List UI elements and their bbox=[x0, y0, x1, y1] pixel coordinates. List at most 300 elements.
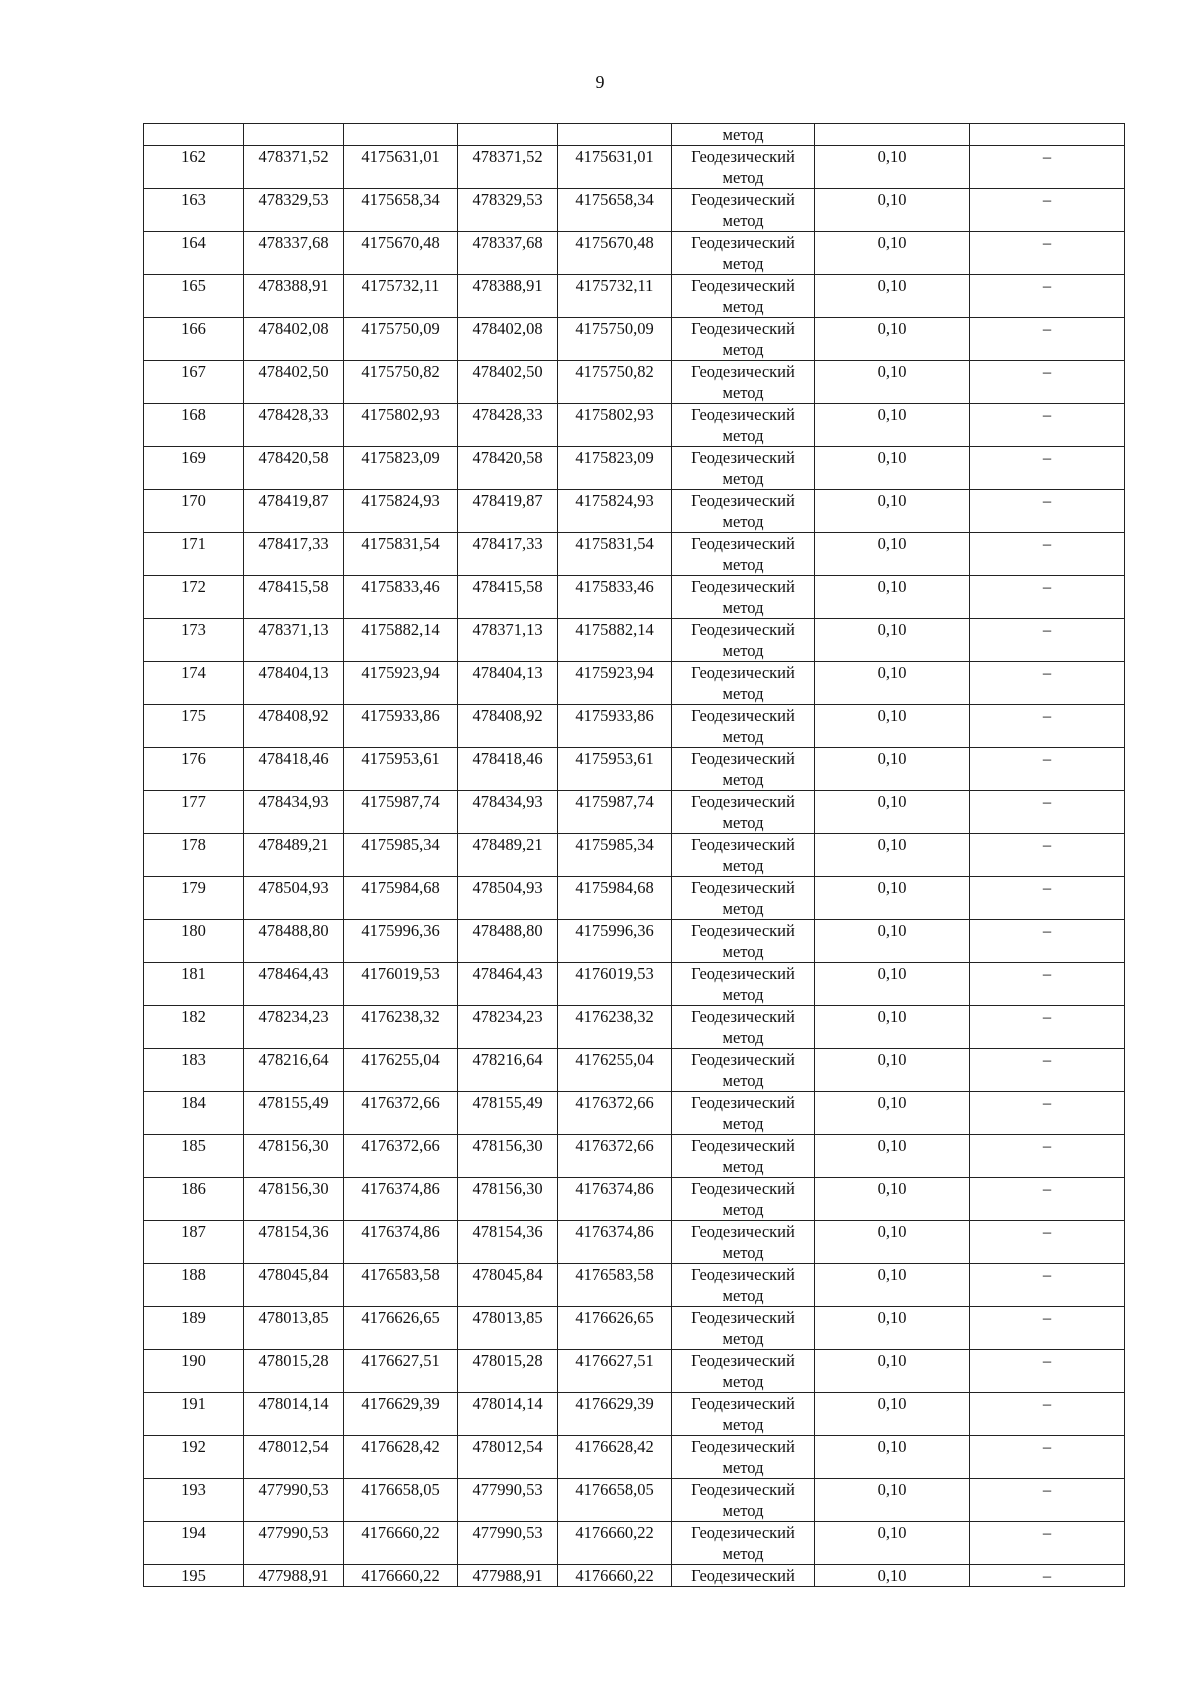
y-new-cell: 4175631,01 bbox=[558, 146, 672, 189]
method-line-2: метод bbox=[722, 340, 764, 359]
accuracy-cell: 0,10 bbox=[815, 1178, 970, 1221]
y-existing-cell: 4175670,48 bbox=[344, 232, 458, 275]
continuation-method-cell: метод bbox=[672, 124, 815, 146]
note-cell: – bbox=[970, 1092, 1125, 1135]
point-number-cell: 171 bbox=[144, 533, 244, 576]
point-number-cell: 175 bbox=[144, 705, 244, 748]
x-new-cell: 478329,53 bbox=[458, 189, 558, 232]
method-line-1: Геодезический bbox=[691, 1566, 795, 1585]
x-existing-cell: 478388,91 bbox=[244, 275, 344, 318]
method-line-2: метод bbox=[722, 1286, 764, 1305]
table-row bbox=[144, 1350, 1125, 1393]
method-line-2: метод bbox=[722, 727, 764, 746]
method-line-1: Геодезический bbox=[691, 1007, 795, 1026]
note-cell: – bbox=[970, 361, 1125, 404]
table-cell bbox=[558, 124, 672, 146]
note-cell: – bbox=[970, 619, 1125, 662]
table-row bbox=[144, 1522, 1125, 1565]
method-cell bbox=[672, 232, 815, 275]
accuracy-cell: 0,10 bbox=[815, 877, 970, 920]
y-existing-cell: 4175923,94 bbox=[344, 662, 458, 705]
table-row bbox=[144, 447, 1125, 490]
method-cell bbox=[672, 490, 815, 533]
accuracy-cell: 0,10 bbox=[815, 963, 970, 1006]
y-new-cell: 4176628,42 bbox=[558, 1436, 672, 1479]
x-new-cell: 477990,53 bbox=[458, 1479, 558, 1522]
note-cell: – bbox=[970, 748, 1125, 791]
method-line-1: Геодезический bbox=[691, 749, 795, 768]
x-new-cell: 478417,33 bbox=[458, 533, 558, 576]
table-row bbox=[144, 619, 1125, 662]
x-new-cell: 478434,93 bbox=[458, 791, 558, 834]
note-cell: – bbox=[970, 447, 1125, 490]
method-cell bbox=[672, 1479, 815, 1522]
y-new-cell: 4175802,93 bbox=[558, 404, 672, 447]
accuracy-cell: 0,10 bbox=[815, 791, 970, 834]
table-row bbox=[144, 1565, 1125, 1587]
x-new-cell: 478464,43 bbox=[458, 963, 558, 1006]
y-new-cell: 4175984,68 bbox=[558, 877, 672, 920]
table-row bbox=[144, 1006, 1125, 1049]
method-cell bbox=[672, 1565, 815, 1587]
note-cell: – bbox=[970, 1565, 1125, 1587]
y-existing-cell: 4176627,51 bbox=[344, 1350, 458, 1393]
x-new-cell: 478155,49 bbox=[458, 1092, 558, 1135]
point-number-cell: 176 bbox=[144, 748, 244, 791]
accuracy-cell: 0,10 bbox=[815, 189, 970, 232]
method-cell bbox=[672, 1049, 815, 1092]
y-new-cell: 4175750,09 bbox=[558, 318, 672, 361]
method-cell bbox=[672, 146, 815, 189]
y-new-cell: 4175750,82 bbox=[558, 361, 672, 404]
y-existing-cell: 4176372,66 bbox=[344, 1135, 458, 1178]
note-cell: – bbox=[970, 189, 1125, 232]
method-line-2: метод bbox=[722, 770, 764, 789]
x-new-cell: 478404,13 bbox=[458, 662, 558, 705]
method-cell bbox=[672, 791, 815, 834]
y-new-cell: 4175824,93 bbox=[558, 490, 672, 533]
table-row bbox=[144, 1393, 1125, 1436]
y-existing-cell: 4176374,86 bbox=[344, 1178, 458, 1221]
y-existing-cell: 4175750,09 bbox=[344, 318, 458, 361]
y-existing-cell: 4175933,86 bbox=[344, 705, 458, 748]
method-line-1: Геодезический bbox=[691, 921, 795, 940]
method-line-1: Геодезический bbox=[691, 1265, 795, 1284]
x-new-cell: 478154,36 bbox=[458, 1221, 558, 1264]
table-cell bbox=[144, 124, 244, 146]
table-row bbox=[144, 232, 1125, 275]
point-number-cell: 177 bbox=[144, 791, 244, 834]
x-existing-cell: 477990,53 bbox=[244, 1479, 344, 1522]
accuracy-cell: 0,10 bbox=[815, 1006, 970, 1049]
method-line-1: Геодезический bbox=[691, 964, 795, 983]
method-line-2: метод bbox=[722, 1200, 764, 1219]
y-existing-cell: 4175823,09 bbox=[344, 447, 458, 490]
coordinates-table bbox=[143, 123, 1125, 1587]
method-cell bbox=[672, 662, 815, 705]
x-existing-cell: 478216,64 bbox=[244, 1049, 344, 1092]
method-line-2: метод bbox=[722, 1114, 764, 1133]
table-row bbox=[144, 1479, 1125, 1522]
x-new-cell: 478234,23 bbox=[458, 1006, 558, 1049]
point-number-cell: 182 bbox=[144, 1006, 244, 1049]
y-existing-cell: 4175824,93 bbox=[344, 490, 458, 533]
x-new-cell: 478419,87 bbox=[458, 490, 558, 533]
point-number-cell: 162 bbox=[144, 146, 244, 189]
accuracy-cell: 0,10 bbox=[815, 1049, 970, 1092]
x-existing-cell: 478014,14 bbox=[244, 1393, 344, 1436]
note-cell: – bbox=[970, 146, 1125, 189]
y-existing-cell: 4176374,86 bbox=[344, 1221, 458, 1264]
x-existing-cell: 478464,43 bbox=[244, 963, 344, 1006]
table-row bbox=[144, 1092, 1125, 1135]
note-cell: – bbox=[970, 791, 1125, 834]
x-new-cell: 478371,13 bbox=[458, 619, 558, 662]
y-existing-cell: 4175750,82 bbox=[344, 361, 458, 404]
method-line-1: Геодезический bbox=[691, 233, 795, 252]
x-existing-cell: 478155,49 bbox=[244, 1092, 344, 1135]
method-line-2: метод bbox=[722, 1028, 764, 1047]
y-new-cell: 4175933,86 bbox=[558, 705, 672, 748]
x-existing-cell: 478156,30 bbox=[244, 1178, 344, 1221]
y-existing-cell: 4176583,58 bbox=[344, 1264, 458, 1307]
x-new-cell: 478428,33 bbox=[458, 404, 558, 447]
x-new-cell: 478504,93 bbox=[458, 877, 558, 920]
y-new-cell: 4176626,65 bbox=[558, 1307, 672, 1350]
table-row bbox=[144, 662, 1125, 705]
accuracy-cell: 0,10 bbox=[815, 361, 970, 404]
y-existing-cell: 4175985,34 bbox=[344, 834, 458, 877]
x-existing-cell: 478012,54 bbox=[244, 1436, 344, 1479]
note-cell: – bbox=[970, 404, 1125, 447]
x-new-cell: 478388,91 bbox=[458, 275, 558, 318]
method-cell bbox=[672, 877, 815, 920]
x-existing-cell: 478015,28 bbox=[244, 1350, 344, 1393]
point-number-cell: 187 bbox=[144, 1221, 244, 1264]
table-cell bbox=[344, 124, 458, 146]
point-number-cell: 164 bbox=[144, 232, 244, 275]
point-number-cell: 195 bbox=[144, 1565, 244, 1587]
method-line-1: Геодезический bbox=[691, 792, 795, 811]
method-line-1: Геодезический bbox=[691, 620, 795, 639]
method-cell bbox=[672, 447, 815, 490]
accuracy-cell: 0,10 bbox=[815, 1350, 970, 1393]
accuracy-cell: 0,10 bbox=[815, 533, 970, 576]
y-new-cell: 4175953,61 bbox=[558, 748, 672, 791]
note-cell: – bbox=[970, 705, 1125, 748]
method-cell bbox=[672, 1264, 815, 1307]
point-number-cell: 163 bbox=[144, 189, 244, 232]
x-existing-cell: 478428,33 bbox=[244, 404, 344, 447]
x-existing-cell: 478419,87 bbox=[244, 490, 344, 533]
point-number-cell: 168 bbox=[144, 404, 244, 447]
method-line-1: Геодезический bbox=[691, 534, 795, 553]
y-new-cell: 4175658,34 bbox=[558, 189, 672, 232]
point-number-cell: 183 bbox=[144, 1049, 244, 1092]
table-row bbox=[144, 318, 1125, 361]
accuracy-cell: 0,10 bbox=[815, 705, 970, 748]
x-new-cell: 478408,92 bbox=[458, 705, 558, 748]
y-new-cell: 4175882,14 bbox=[558, 619, 672, 662]
method-cell bbox=[672, 920, 815, 963]
x-new-cell: 478402,50 bbox=[458, 361, 558, 404]
x-existing-cell: 478408,92 bbox=[244, 705, 344, 748]
table-row bbox=[144, 791, 1125, 834]
y-existing-cell: 4176658,05 bbox=[344, 1479, 458, 1522]
x-existing-cell: 478013,85 bbox=[244, 1307, 344, 1350]
accuracy-cell: 0,10 bbox=[815, 662, 970, 705]
method-cell bbox=[672, 1350, 815, 1393]
x-existing-cell: 478417,33 bbox=[244, 533, 344, 576]
note-cell: – bbox=[970, 1436, 1125, 1479]
point-number-cell: 165 bbox=[144, 275, 244, 318]
y-new-cell: 4176255,04 bbox=[558, 1049, 672, 1092]
x-new-cell: 478014,14 bbox=[458, 1393, 558, 1436]
point-number-cell: 194 bbox=[144, 1522, 244, 1565]
method-line-2: метод bbox=[722, 254, 764, 273]
point-number-cell: 174 bbox=[144, 662, 244, 705]
x-existing-cell: 478234,23 bbox=[244, 1006, 344, 1049]
note-cell: – bbox=[970, 834, 1125, 877]
point-number-cell: 178 bbox=[144, 834, 244, 877]
table-row bbox=[144, 1436, 1125, 1479]
method-cell bbox=[672, 1178, 815, 1221]
note-cell: – bbox=[970, 490, 1125, 533]
note-cell: – bbox=[970, 1178, 1125, 1221]
table-row bbox=[144, 576, 1125, 619]
y-new-cell: 4176372,66 bbox=[558, 1135, 672, 1178]
table-row bbox=[144, 834, 1125, 877]
x-new-cell: 478156,30 bbox=[458, 1135, 558, 1178]
method-line-1: Геодезический bbox=[691, 1136, 795, 1155]
x-existing-cell: 478329,53 bbox=[244, 189, 344, 232]
y-new-cell: 4176372,66 bbox=[558, 1092, 672, 1135]
y-new-cell: 4175996,36 bbox=[558, 920, 672, 963]
y-existing-cell: 4175802,93 bbox=[344, 404, 458, 447]
x-existing-cell: 478154,36 bbox=[244, 1221, 344, 1264]
method-cell bbox=[672, 1006, 815, 1049]
accuracy-cell: 0,10 bbox=[815, 275, 970, 318]
accuracy-cell: 0,10 bbox=[815, 490, 970, 533]
method-cell bbox=[672, 1307, 815, 1350]
accuracy-cell: 0,10 bbox=[815, 1436, 970, 1479]
method-cell bbox=[672, 576, 815, 619]
method-cell bbox=[672, 1092, 815, 1135]
y-existing-cell: 4175658,34 bbox=[344, 189, 458, 232]
note-cell: – bbox=[970, 1135, 1125, 1178]
note-cell: – bbox=[970, 1522, 1125, 1565]
method-line-2: метод bbox=[722, 1458, 764, 1477]
method-line-2: метод bbox=[722, 297, 764, 316]
point-number-cell: 179 bbox=[144, 877, 244, 920]
point-number-cell: 169 bbox=[144, 447, 244, 490]
accuracy-cell: 0,10 bbox=[815, 920, 970, 963]
y-existing-cell: 4176660,22 bbox=[344, 1565, 458, 1587]
point-number-cell: 180 bbox=[144, 920, 244, 963]
method-cell bbox=[672, 1522, 815, 1565]
accuracy-cell: 0,10 bbox=[815, 1092, 970, 1135]
table-row bbox=[144, 361, 1125, 404]
note-cell: – bbox=[970, 1049, 1125, 1092]
accuracy-cell: 0,10 bbox=[815, 619, 970, 662]
x-new-cell: 478420,58 bbox=[458, 447, 558, 490]
method-line-2: метод bbox=[722, 641, 764, 660]
x-new-cell: 478489,21 bbox=[458, 834, 558, 877]
table-row bbox=[144, 705, 1125, 748]
table-row bbox=[144, 1135, 1125, 1178]
x-existing-cell: 477990,53 bbox=[244, 1522, 344, 1565]
table-row bbox=[144, 1307, 1125, 1350]
method-cell bbox=[672, 963, 815, 1006]
note-cell: – bbox=[970, 576, 1125, 619]
table-row bbox=[144, 189, 1125, 232]
y-new-cell: 4175833,46 bbox=[558, 576, 672, 619]
method-line-1: Геодезический bbox=[691, 663, 795, 682]
method-line-1: Геодезический bbox=[691, 1480, 795, 1499]
method-line-2: метод bbox=[722, 985, 764, 1004]
y-new-cell: 4176658,05 bbox=[558, 1479, 672, 1522]
x-new-cell: 477988,91 bbox=[458, 1565, 558, 1587]
accuracy-cell: 0,10 bbox=[815, 318, 970, 361]
x-new-cell: 478402,08 bbox=[458, 318, 558, 361]
point-number-cell: 185 bbox=[144, 1135, 244, 1178]
method-line-2: метод bbox=[722, 1544, 764, 1563]
point-number-cell: 167 bbox=[144, 361, 244, 404]
method-line-2: метод bbox=[722, 1501, 764, 1520]
y-new-cell: 4176627,51 bbox=[558, 1350, 672, 1393]
method-line-2: метод bbox=[722, 1329, 764, 1348]
note-cell: – bbox=[970, 1393, 1125, 1436]
method-line-2: метод bbox=[722, 1415, 764, 1434]
point-number-cell: 173 bbox=[144, 619, 244, 662]
table-cell bbox=[815, 124, 970, 146]
point-number-cell: 192 bbox=[144, 1436, 244, 1479]
y-new-cell: 4176238,32 bbox=[558, 1006, 672, 1049]
x-new-cell: 477990,53 bbox=[458, 1522, 558, 1565]
note-cell: – bbox=[970, 533, 1125, 576]
table-row bbox=[144, 748, 1125, 791]
method-line-1: Геодезический bbox=[691, 577, 795, 596]
table-row bbox=[144, 1049, 1125, 1092]
x-existing-cell: 478420,58 bbox=[244, 447, 344, 490]
method-cell bbox=[672, 748, 815, 791]
x-new-cell: 478337,68 bbox=[458, 232, 558, 275]
x-new-cell: 478045,84 bbox=[458, 1264, 558, 1307]
y-new-cell: 4175823,09 bbox=[558, 447, 672, 490]
point-number-cell: 191 bbox=[144, 1393, 244, 1436]
table-row bbox=[144, 963, 1125, 1006]
x-new-cell: 478156,30 bbox=[458, 1178, 558, 1221]
method-cell bbox=[672, 189, 815, 232]
method-cell bbox=[672, 318, 815, 361]
y-new-cell: 4175985,34 bbox=[558, 834, 672, 877]
y-existing-cell: 4175953,61 bbox=[344, 748, 458, 791]
y-new-cell: 4175923,94 bbox=[558, 662, 672, 705]
accuracy-cell: 0,10 bbox=[815, 1307, 970, 1350]
note-cell: – bbox=[970, 232, 1125, 275]
method-cell bbox=[672, 533, 815, 576]
point-number-cell: 193 bbox=[144, 1479, 244, 1522]
method-cell bbox=[672, 361, 815, 404]
x-existing-cell: 478504,93 bbox=[244, 877, 344, 920]
x-existing-cell: 478434,93 bbox=[244, 791, 344, 834]
accuracy-cell: 0,10 bbox=[815, 447, 970, 490]
method-line-1: Геодезический bbox=[691, 1437, 795, 1456]
method-line-2: метод bbox=[722, 1372, 764, 1391]
method-cell bbox=[672, 1221, 815, 1264]
method-line-2: метод bbox=[722, 899, 764, 918]
y-existing-cell: 4175996,36 bbox=[344, 920, 458, 963]
accuracy-cell: 0,10 bbox=[815, 146, 970, 189]
y-existing-cell: 4176660,22 bbox=[344, 1522, 458, 1565]
y-new-cell: 4175987,74 bbox=[558, 791, 672, 834]
note-cell: – bbox=[970, 1479, 1125, 1522]
y-existing-cell: 4176238,32 bbox=[344, 1006, 458, 1049]
accuracy-cell: 0,10 bbox=[815, 834, 970, 877]
method-line-1: Геодезический bbox=[691, 319, 795, 338]
y-existing-cell: 4175984,68 bbox=[344, 877, 458, 920]
table-cell bbox=[244, 124, 344, 146]
x-new-cell: 478415,58 bbox=[458, 576, 558, 619]
note-cell: – bbox=[970, 963, 1125, 1006]
method-line-1: Геодезический bbox=[691, 405, 795, 424]
point-number-cell: 189 bbox=[144, 1307, 244, 1350]
x-new-cell: 478371,52 bbox=[458, 146, 558, 189]
method-cell bbox=[672, 275, 815, 318]
method-cell bbox=[672, 1393, 815, 1436]
y-existing-cell: 4175882,14 bbox=[344, 619, 458, 662]
method-cell bbox=[672, 404, 815, 447]
method-line-2: метод bbox=[722, 211, 764, 230]
accuracy-cell: 0,10 bbox=[815, 748, 970, 791]
method-line-1: Геодезический bbox=[691, 147, 795, 166]
method-line-1: Геодезический bbox=[691, 276, 795, 295]
method-line-2: метод bbox=[722, 684, 764, 703]
method-cell bbox=[672, 1135, 815, 1178]
y-existing-cell: 4176255,04 bbox=[344, 1049, 458, 1092]
note-cell: – bbox=[970, 877, 1125, 920]
point-number-cell: 188 bbox=[144, 1264, 244, 1307]
method-line-1: Геодезический bbox=[691, 706, 795, 725]
note-cell: – bbox=[970, 1264, 1125, 1307]
table-row bbox=[144, 1264, 1125, 1307]
table-row bbox=[144, 920, 1125, 963]
y-existing-cell: 4176372,66 bbox=[344, 1092, 458, 1135]
x-existing-cell: 477988,91 bbox=[244, 1565, 344, 1587]
y-existing-cell: 4175831,54 bbox=[344, 533, 458, 576]
method-cell bbox=[672, 619, 815, 662]
x-new-cell: 478015,28 bbox=[458, 1350, 558, 1393]
point-number-cell: 170 bbox=[144, 490, 244, 533]
accuracy-cell: 0,10 bbox=[815, 1264, 970, 1307]
y-existing-cell: 4176629,39 bbox=[344, 1393, 458, 1436]
table-row bbox=[144, 404, 1125, 447]
coordinates-table-body bbox=[144, 124, 1125, 1587]
method-line-1: Геодезический bbox=[691, 835, 795, 854]
x-existing-cell: 478045,84 bbox=[244, 1264, 344, 1307]
table-row bbox=[144, 146, 1125, 189]
point-number-cell: 190 bbox=[144, 1350, 244, 1393]
method-line-1: Геодезический bbox=[691, 1308, 795, 1327]
method-line-2: метод bbox=[722, 512, 764, 531]
accuracy-cell: 0,10 bbox=[815, 1479, 970, 1522]
note-cell: – bbox=[970, 275, 1125, 318]
x-new-cell: 478418,46 bbox=[458, 748, 558, 791]
table-row bbox=[144, 533, 1125, 576]
accuracy-cell: 0,10 bbox=[815, 1565, 970, 1587]
method-line-1: Геодезический bbox=[691, 1351, 795, 1370]
x-existing-cell: 478337,68 bbox=[244, 232, 344, 275]
